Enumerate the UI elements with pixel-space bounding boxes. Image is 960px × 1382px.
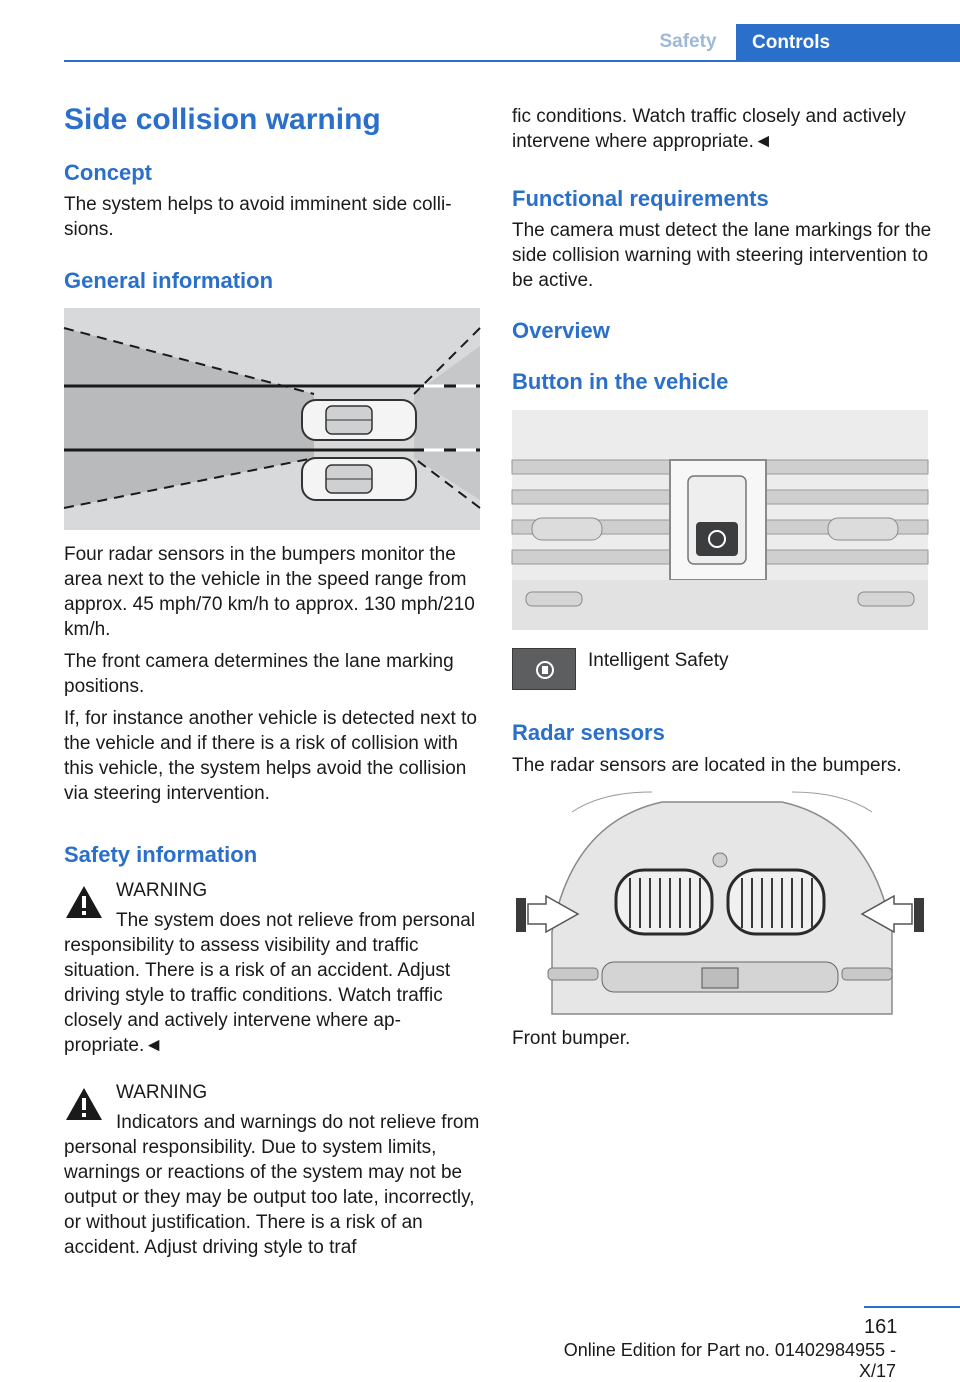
warning-text: Indicators and warnings do not relieve from personal responsibility. Due to system limits, warnings or reactions of the system may not be output or they may be output too late, incorrectly, or without justification. There is a risk of an accident. Adjust driving style to traf xyxy=(64,1112,480,1258)
lane-diagram-image xyxy=(64,308,480,530)
tab-controls[interactable]: Controls xyxy=(736,24,960,62)
radar-heading: Radar sensors xyxy=(512,720,665,745)
general-heading: General information xyxy=(64,268,274,293)
front-bumper-image xyxy=(512,792,928,1014)
general-paragraph-2: The front camera determines the lane marking positions. xyxy=(64,651,454,697)
radar-text: The radar sensors are located in the bumpers. xyxy=(512,755,902,776)
button-label: Intelligent Safety xyxy=(588,650,729,671)
edition-footer: Online Edition for Part no. 01402984955 - X/17 xyxy=(563,1340,896,1381)
footer-rule xyxy=(864,1306,960,1308)
general-paragraph-3: If, for instance another vehicle is detected next to the vehicle and if there is a risk of collision with this vehicle, the system helps avoid the collision via steering intervention. xyxy=(64,708,477,804)
button-panel-image xyxy=(512,410,928,630)
warning-label: WARNING xyxy=(116,1082,208,1103)
warning-label: WARNING xyxy=(116,880,208,901)
continued-text: fic conditions. Watch traffic closely and actively intervene where appropriate.◄ xyxy=(512,106,906,152)
functional-heading: Functional requirements xyxy=(512,186,769,211)
header-rule xyxy=(64,60,960,62)
car-icon xyxy=(302,458,416,500)
concept-text: The system helps to avoid imminent side collisions. xyxy=(64,194,452,240)
car-icon xyxy=(302,400,416,440)
intelligent-safety-button-icon xyxy=(512,648,576,690)
warning-text: The system does not relieve from personal responsibility to assess visibility and traffic situation. There is a risk of an accident. Adjust driving style to traffic conditions. Watch traffic closely and actively intervene where appropriate.◄ xyxy=(64,910,476,1056)
tab-safety[interactable]: Safety xyxy=(659,31,717,52)
page-title: Side collision warning xyxy=(64,103,381,136)
button-heading: Button in the vehicle xyxy=(512,369,729,394)
page-number: 161 xyxy=(864,1316,898,1338)
concept-heading: Concept xyxy=(64,160,152,185)
overview-heading: Overview xyxy=(512,318,610,343)
general-paragraph-1: Four radar sensors in the bumpers monitor the area next to the vehicle in the speed range from approx. 45 mph/70 km/h to approx. 130 mph/210 km/h. xyxy=(64,544,475,640)
functional-text: The camera must detect the lane markings for the side collision warning with steering intervention to be active. xyxy=(512,220,932,291)
bumper-caption: Front bumper. xyxy=(512,1028,631,1049)
safety-heading: Safety information xyxy=(64,842,258,867)
